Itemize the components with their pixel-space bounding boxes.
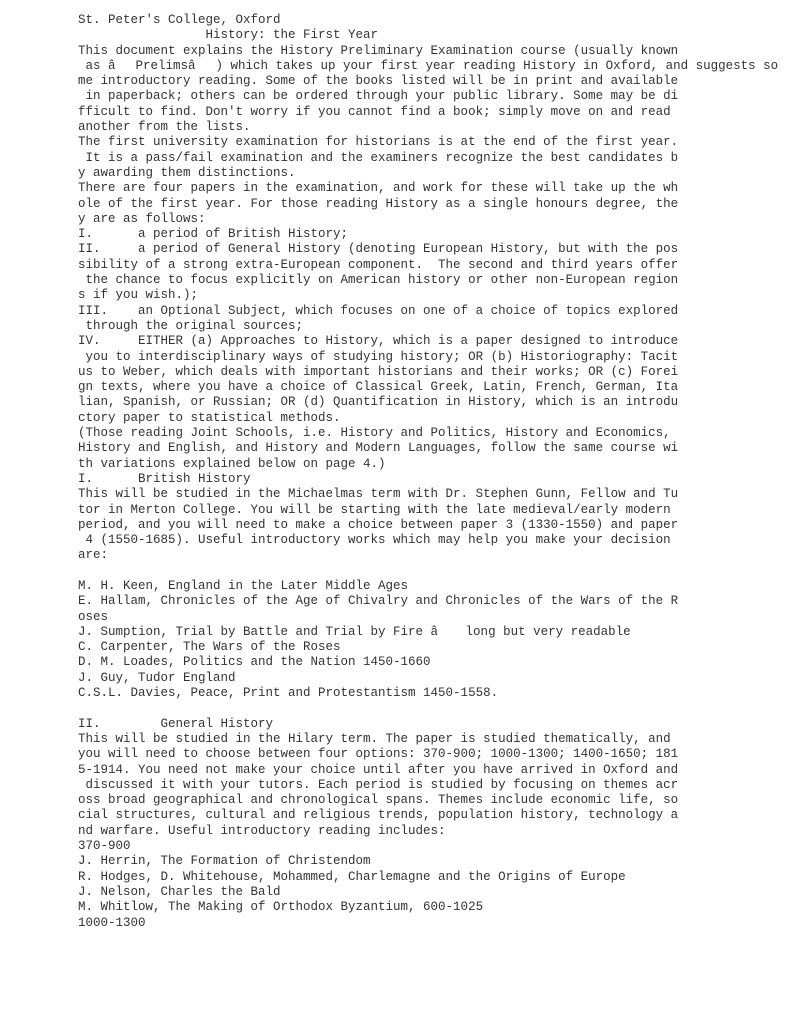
- text-line: cial structures, cultural and religious trends, population history, technology a: [78, 808, 679, 823]
- text-line: This will be studied in the Michaelmas term with Dr. Stephen Gunn, Fellow and Tu: [78, 487, 679, 502]
- text-line: fficult to find. Don't worry if you cannot find a book; simply move on and read: [78, 104, 671, 119]
- text-line: It is a pass/fail examination and the examiners recognize the best candidates b: [78, 150, 679, 165]
- text-line: J. Sumption, Trial by Battle and Trial by Fire â long but very readable: [78, 624, 631, 639]
- text-line: sibility of a strong extra-European component. The second and third years offer: [78, 257, 679, 272]
- text-line: th variations explained below on page 4.): [78, 456, 386, 471]
- text-line: y awarding them distinctions.: [78, 165, 296, 180]
- text-line: There are four papers in the examination, and work for these will take up the wh: [78, 181, 679, 196]
- text-line: are:: [78, 548, 109, 563]
- text-line: II. General History: [78, 716, 274, 731]
- text-line: you to interdisciplinary ways of studying history; OR (b) Historiography: Tacit: [78, 349, 679, 364]
- text-line: gn texts, where you have a choice of Classical Greek, Latin, French, German, Ita: [78, 380, 679, 395]
- text-line: tor in Merton College. You will be starting with the late medieval/early modern: [78, 502, 671, 517]
- text-line: oss broad geographical and chronological spans. Themes include economic life, so: [78, 793, 679, 808]
- text-line: as âPrelimsâ) which takes up your first year reading History in Oxford, and suggests so: [78, 58, 779, 73]
- text-line: s if you wish.);: [78, 288, 199, 303]
- text-line: E. Hallam, Chronicles of the Age of Chivalry and Chronicles of the Wars of the R: [78, 594, 679, 609]
- text-line: C.S.L. Davies, Peace, Print and Protestantism 1450-1558.: [78, 686, 499, 701]
- text-line: This will be studied in the Hilary term. The paper is studied thematically, and: [78, 731, 671, 746]
- text-line: III. an Optional Subject, which focuses on one of a choice of topics explored: [78, 303, 679, 318]
- text-line: nd warfare. Useful introductory reading includes:: [78, 823, 446, 838]
- text-line: J. Guy, Tudor England: [78, 670, 236, 685]
- text-line: C. Carpenter, The Wars of the Roses: [78, 640, 341, 655]
- text-line: M. H. Keen, England in the Later Middle Ages: [78, 578, 409, 593]
- text-line: This document explains the History Preliminary Examination course (usually known: [78, 43, 679, 58]
- text-line: 370-900: [78, 839, 131, 854]
- text-line: R. Hodges, D. Whitehouse, Mohammed, Charlemagne and the Origins of Europe: [78, 869, 626, 884]
- text-line: M. Whitlow, The Making of Orthodox Byzantium, 600-1025: [78, 900, 484, 915]
- text-line: History and English, and History and Modern Languages, follow the same course wi: [78, 441, 679, 456]
- text-line: 5-1914. You need not make your choice until after you have arrived in Oxford and: [78, 762, 679, 777]
- text-line: ctory paper to statistical methods.: [78, 410, 341, 425]
- text-line: J. Herrin, The Formation of Christendom: [78, 854, 371, 869]
- text-line: in paperback; others can be ordered through your public library. Some may be di: [78, 89, 679, 104]
- text-line: IV. EITHER (a) Approaches to History, which is a paper designed to introduce: [78, 334, 679, 349]
- text-line: the chance to focus explicitly on American history or other non-European region: [78, 273, 679, 288]
- document-text: [78, 13, 778, 931]
- text-line: me introductory reading. Some of the books listed will be in print and available: [78, 74, 679, 89]
- text-line: [78, 564, 778, 579]
- text-line: J. Nelson, Charles the Bald: [78, 884, 281, 899]
- text-line: you will need to choose between four options: 370-900; 1000-1300; 1400-1650; 181: [78, 747, 679, 762]
- text-line: St. Peter's College, Oxford: [78, 13, 281, 27]
- text-line: oses: [78, 609, 109, 624]
- text-line: The first university examination for historians is at the end of the first year.: [78, 135, 679, 150]
- text-line: another from the lists.: [78, 120, 251, 135]
- text-line: lian, Spanish, or Russian; OR (d) Quantification in History, which is an introdu: [78, 395, 679, 410]
- text-line: 4 (1550-1685). Useful introductory works which may help you make your decision: [78, 533, 671, 548]
- text-line: discussed it with your tutors. Each period is studied by focusing on themes acr: [78, 777, 679, 792]
- text-line: through the original sources;: [78, 318, 304, 333]
- text-line: I. a period of British History;: [78, 227, 349, 242]
- text-line: us to Weber, which deals with important historians and their works; OR (c) Forei: [78, 364, 679, 379]
- text-line: (Those reading Joint Schools, i.e. History and Politics, History and Economics,: [78, 426, 671, 441]
- text-line: History: the First Year: [78, 28, 379, 43]
- text-line: D. M. Loades, Politics and the Nation 1450-1660: [78, 655, 431, 670]
- text-line: II. a period of General History (denoting European History, but with the pos: [78, 242, 679, 257]
- text-line: ole of the first year. For those reading History as a single honours degree, the: [78, 196, 679, 211]
- text-line: 1000-1300: [78, 915, 146, 930]
- text-line: y are as follows:: [78, 211, 206, 226]
- text-line: period, and you will need to make a choice between paper 3 (1330-1550) and paper: [78, 517, 679, 532]
- text-line: [78, 701, 778, 716]
- text-line: I. British History: [78, 471, 251, 486]
